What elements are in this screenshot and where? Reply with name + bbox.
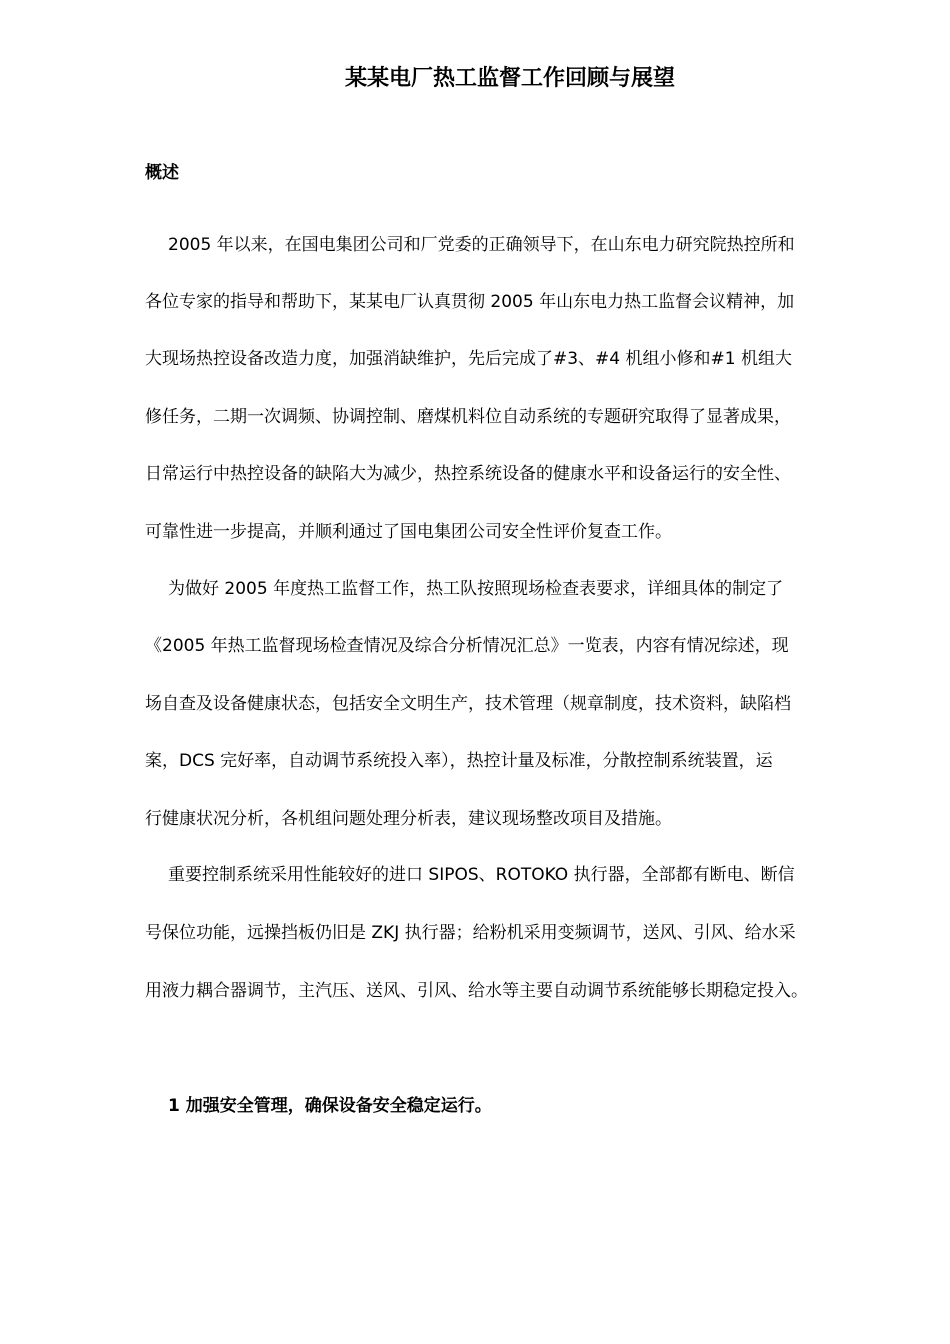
- paragraph-3-line-3: 用液力耦合器调节，主汽压、送风、引风、给水等主要自动调节系统能够长期稳定投入。: [145, 981, 808, 1001]
- section-heading-overview: 概述: [145, 163, 179, 183]
- paragraph-1-line-3: 大现场热控设备改造力度，加强消缺维护，先后完成了#3、#4 机组小修和#1 机组大: [145, 349, 792, 369]
- paragraph-1-line-1: 2005 年以来，在国电集团公司和厂党委的正确领导下，在山东电力研究院热控所和: [168, 235, 795, 255]
- paragraph-2-line-2: 《2005 年热工监督现场检查情况及综合分析情况汇总》一览表，内容有情况综述，现: [145, 636, 789, 656]
- paragraph-2-line-4: 案，DCS 完好率，自动调节系统投入率），热控计量及标准，分散控制系统装置，运: [145, 751, 773, 771]
- paragraph-3-line-2: 号保位功能，远操挡板仍旧是 ZKJ 执行器；给粉机采用变频调节，送风、引风、给水采: [145, 923, 796, 943]
- paragraph-2-line-1: 为做好 2005 年度热工监督工作，热工队按照现场检查表要求，详细具体的制定了: [168, 579, 784, 599]
- subsection-heading-1: 1 加强安全管理，确保设备安全稳定运行。: [168, 1096, 492, 1116]
- document-title: 某某电厂热工监督工作回顾与展望: [344, 66, 675, 91]
- paragraph-2-line-3: 场自查及设备健康状态，包括安全文明生产，技术管理（规章制度，技术资料，缺陷档: [145, 694, 791, 714]
- paragraph-3-line-1: 重要控制系统采用性能较好的进口 SIPOS、ROTOKO 执行器，全部都有断电、断信: [168, 865, 795, 885]
- paragraph-1-line-2: 各位专家的指导和帮助下，某某电厂认真贯彻 2005 年山东电力热工监督会议精神，加: [145, 292, 795, 312]
- paragraph-1-line-5: 日常运行中热控设备的缺陷大为减少，热控系统设备的健康水平和设备运行的安全性、: [145, 464, 791, 484]
- paragraph-1-line-6: 可靠性进一步提高，并顺利通过了国电集团公司安全性评价复查工作。: [145, 522, 672, 542]
- paragraph-2-line-5: 行健康状况分析，各机组问题处理分析表，建议现场整改项目及措施。: [145, 809, 672, 829]
- paragraph-1-line-4: 修任务，二期一次调频、协调控制、磨煤机料位自动系统的专题研究取得了显著成果，: [145, 407, 791, 427]
